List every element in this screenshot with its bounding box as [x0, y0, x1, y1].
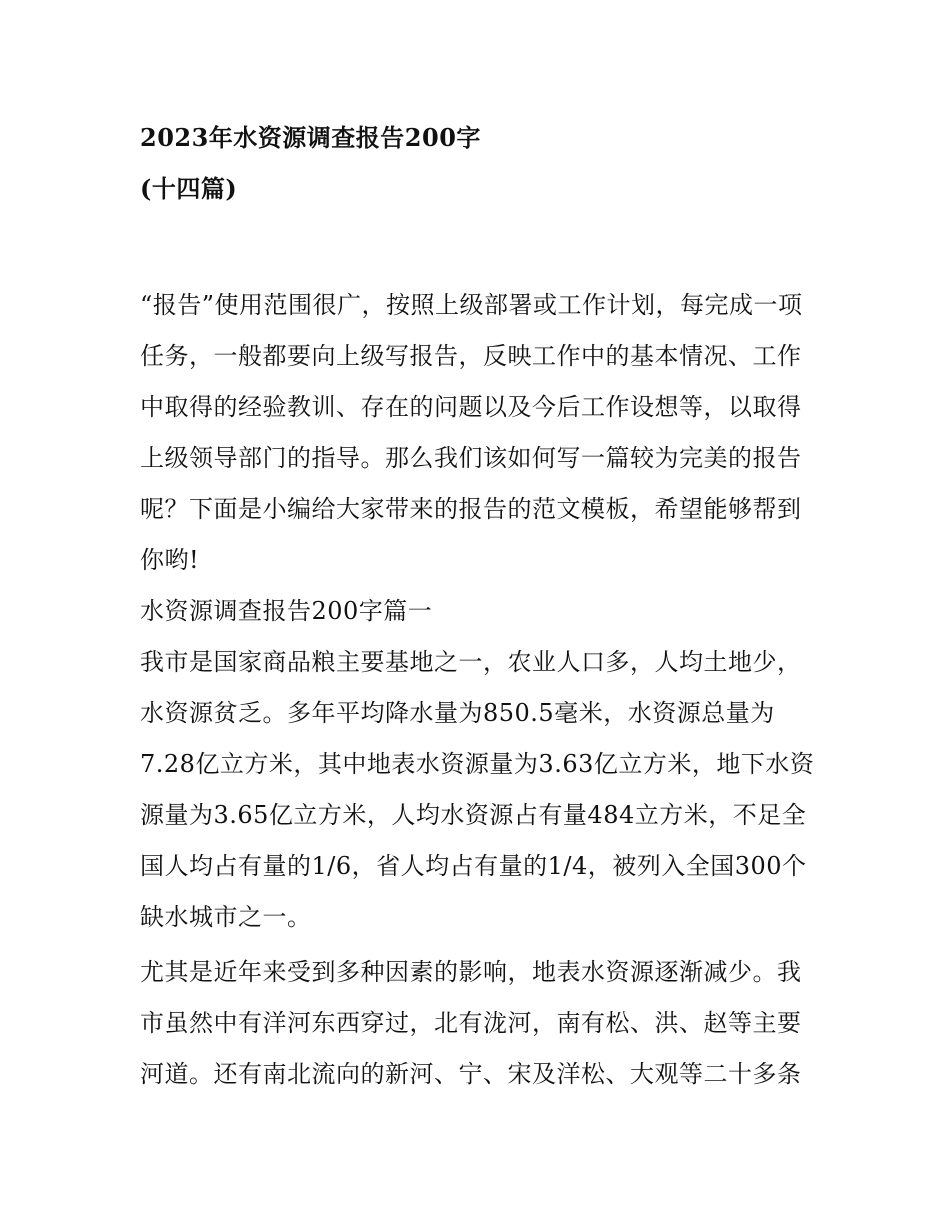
- text-line: 源量为3.65亿立方米，人均水资源占有量484立方米，不足全: [140, 801, 807, 829]
- intro-paragraph: [140, 280, 820, 586]
- text-line: 中取得的经验教训、存在的问题以及今后工作设想等，以取得: [140, 393, 802, 421]
- text-line: 缺水城市之一。: [140, 903, 312, 931]
- text-line: 任务，一般都要向上级写报告，反映工作中的基本情况、工作: [140, 342, 802, 370]
- text-line: 水资源贫乏。多年平均降水量为850.5毫米，水资源总量为: [140, 699, 775, 727]
- text-line: 尤其是近年来受到多种因素的影响，地表水资源逐渐减少。我: [140, 958, 802, 986]
- title-line: (十四篇): [140, 174, 238, 203]
- section-heading: 水资源调查报告200字篇一: [140, 597, 433, 625]
- paragraph-1: [140, 637, 820, 943]
- text-line: 你哟!: [140, 546, 200, 574]
- text-line: 我市是国家商品粮主要基地之一，农业人口多，人均土地少，: [140, 648, 802, 676]
- document-title: [140, 112, 820, 214]
- text-line: 河道。还有南北流向的新河、宁、宋及洋松、大观等二十多条: [140, 1060, 802, 1088]
- text-line: 国人均占有量的1/6，省人均占有量的1/4，被列入全国300个: [140, 852, 807, 880]
- text-line: 市虽然中有洋河东西穿过，北有泷河，南有松、洪、赵等主要: [140, 1009, 802, 1037]
- paragraph-2: [140, 947, 820, 1100]
- text-line: 呢？下面是小编给大家带来的报告的范文模板，希望能够帮到: [140, 495, 802, 523]
- text-line: 7.28亿立方米，其中地表水资源量为3.63亿立方米，地下水资: [140, 750, 815, 778]
- document-body: [140, 280, 820, 1100]
- title-line: 2023年水资源调查报告200字: [140, 123, 481, 152]
- text-line: “报告”使用范围很广，按照上级部署或工作计划，每完成一项: [140, 291, 803, 319]
- text-line: 上级领导部门的指导。那么我们该如何写一篇较为完美的报告: [140, 444, 802, 472]
